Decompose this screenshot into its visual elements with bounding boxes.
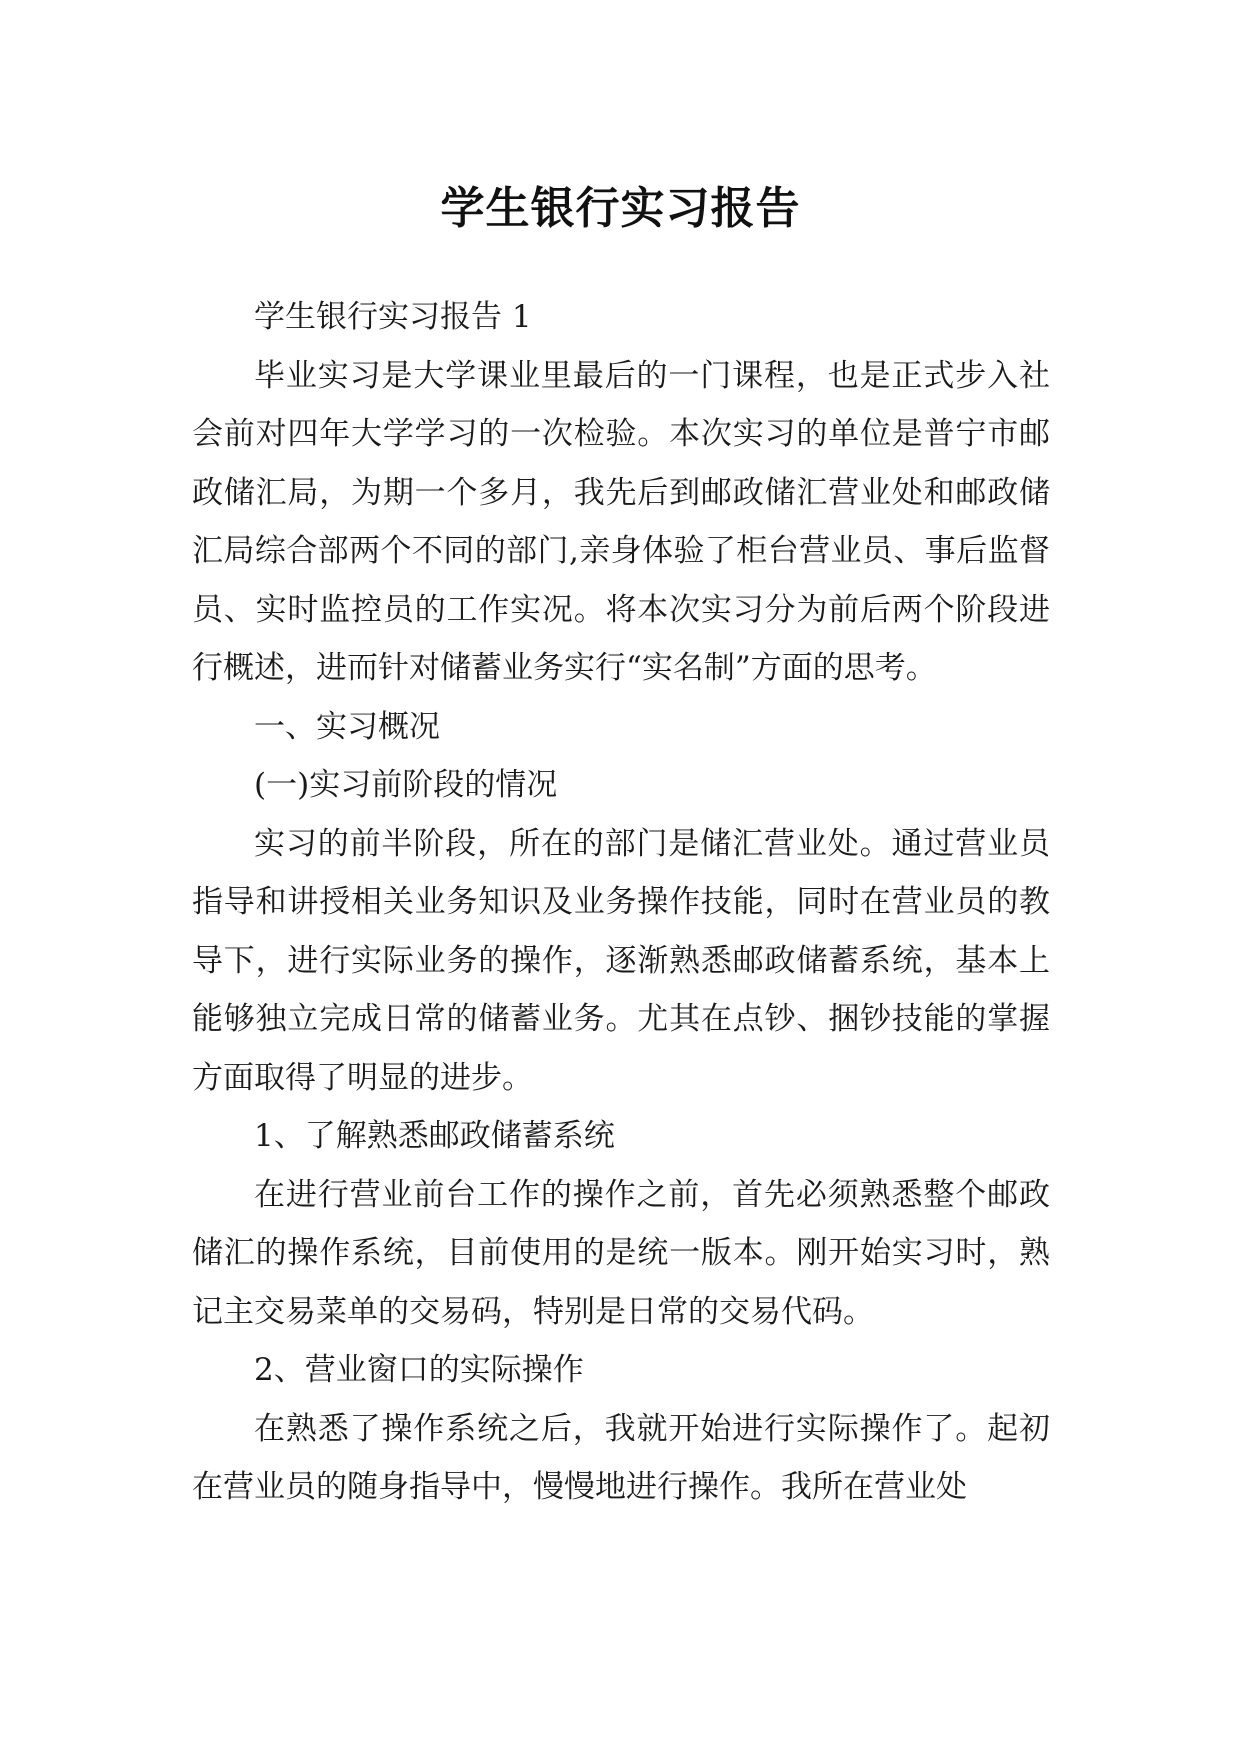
item-heading-system: 1、了解熟悉邮政储蓄系统 [254,1118,615,1154]
paragraph-first-stage: 实习的前半阶段，所在的部门是储汇营业处。通过营业员指导和讲授相关业务知识及业务操作技能，同时在营业员的教导下，进行实际业务的操作，逐渐熟悉邮政储蓄系统，基本上能够独立完成日常的储蓄业务。尤其在点钞、捆钞技能的掌握方面取得了明显的进步。 [192,825,1050,1096]
subsection-heading-first-stage: (一)实习前阶段的情况 [254,767,558,803]
paragraph-system: 在进行营业前台工作的操作之前，首先必须熟悉整个邮政储汇的操作系统，目前使用的是统一版本。刚开始实习时，熟记主交易菜单的交易码，特别是日常的交易代码。 [192,1176,1050,1330]
paragraph-window-operation: 在熟悉了操作系统之后，我就开始进行实际操作了。起初在营业员的随身指导中，慢慢地进行操作。我所在营业处 [192,1410,1050,1505]
report-subtitle: 学生银行实习报告 1 [254,299,532,335]
section-heading-overview: 一、实习概况 [254,708,440,745]
document-body [192,288,1050,1517]
paragraph-intro: 毕业实习是大学课业里最后的一门课程，也是正式步入社会前对四年大学学习的一次检验。本次实习的单位是普宁市邮政储汇局，为期一个多月，我先后到邮政储汇营业处和邮政储汇局综合部两个不同的部门,亲身体验了柜台营业员、事后监督员、实时监控员的工作实况。将本次实习分为前后两个阶段进行概述，进而针对储蓄业务实行“实名制”方面的思考。 [192,357,1050,686]
item-heading-window-operation: 2、营业窗口的实际操作 [254,1352,584,1388]
document-title: 学生银行实习报告 [440,183,801,235]
